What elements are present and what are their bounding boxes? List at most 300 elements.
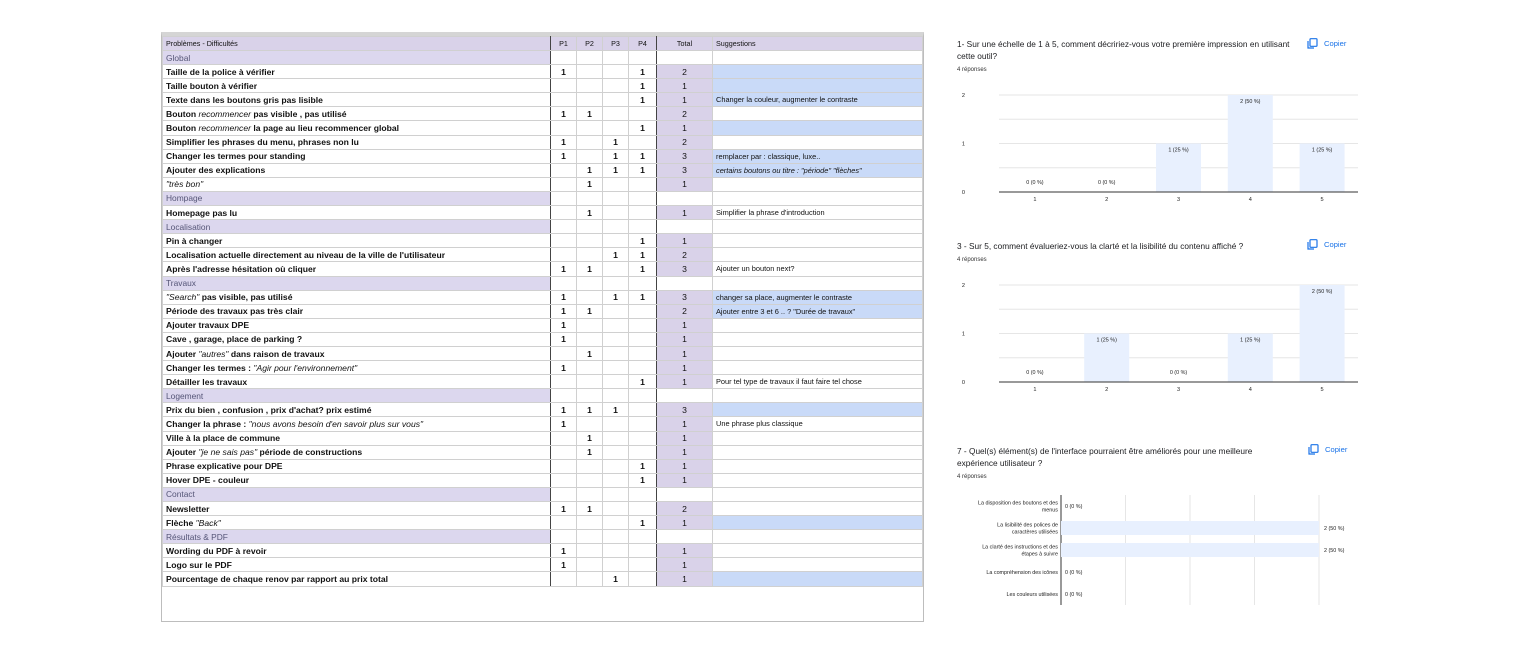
participant-p4-cell: 1 xyxy=(629,248,657,262)
participant-p4-cell: 1 xyxy=(629,93,657,107)
suggestion-cell: Pour tel type de travaux il faut faire tel chose xyxy=(713,375,923,389)
participant-p3-cell xyxy=(603,544,629,558)
question-1-responses: 4 réponses xyxy=(957,67,987,73)
total-cell: 1 xyxy=(657,121,713,135)
participant-p3-cell xyxy=(603,558,629,572)
problem-text: Ajouter xyxy=(166,348,199,359)
problem-text-rest: pas visible , pas utilisé xyxy=(251,108,347,119)
participant-p2-cell xyxy=(577,572,603,586)
empty-cell xyxy=(629,191,657,205)
problem-text: Taille bouton à vérifier xyxy=(166,80,258,91)
problem-cell xyxy=(163,177,551,191)
problem-cell xyxy=(163,206,551,220)
problem-cell xyxy=(163,403,551,417)
header-suggestions: Suggestions xyxy=(713,37,923,51)
copy-label: Copier xyxy=(1325,445,1348,454)
participant-p3-cell xyxy=(603,417,629,431)
participant-p4-cell xyxy=(629,107,657,121)
empty-cell xyxy=(657,51,713,65)
participant-p2-cell xyxy=(577,361,603,375)
participant-p2-cell xyxy=(577,417,603,431)
table-row xyxy=(163,445,923,459)
problem-italic: "nous avons besoin d'en savoir plus sur vous" xyxy=(248,418,424,429)
question-1-title: 1- Sur une échelle de 1 à 5, comment décririez-vous votre première impression en utilisant cette outil? xyxy=(957,39,1290,61)
participant-p2-cell xyxy=(577,65,603,79)
suggestion-cell xyxy=(713,544,923,558)
empty-cell xyxy=(603,487,629,501)
problem-cell xyxy=(163,79,551,93)
total-cell: 3 xyxy=(657,403,713,417)
table-row xyxy=(163,403,923,417)
section-row xyxy=(163,530,923,544)
participant-p4-cell xyxy=(629,572,657,586)
section-row xyxy=(163,220,923,234)
participant-p1-cell xyxy=(551,516,577,530)
participant-p3-cell xyxy=(603,107,629,121)
empty-cell xyxy=(713,191,923,205)
table-row xyxy=(163,248,923,262)
participant-p4-cell: 1 xyxy=(629,375,657,389)
table-row xyxy=(163,558,923,572)
empty-cell xyxy=(603,51,629,65)
participant-p2-cell: 1 xyxy=(577,107,603,121)
participant-p1-cell xyxy=(551,234,577,248)
participant-p3-cell xyxy=(603,262,629,276)
suggestion-cell xyxy=(713,516,923,530)
data-label: 2 (50 %) xyxy=(1324,548,1345,554)
empty-cell xyxy=(577,220,603,234)
participant-p4-cell xyxy=(629,558,657,572)
category-label: La disposition des boutons et des xyxy=(977,500,1058,507)
total-cell: 2 xyxy=(657,65,713,79)
suggestion-cell xyxy=(713,65,923,79)
problem-text-rest: la page au lieu recommencer global xyxy=(251,123,400,134)
suggestion-cell xyxy=(713,361,923,375)
x-tick-label: 1 xyxy=(1033,387,1037,393)
problem-cell xyxy=(163,431,551,445)
problems-table xyxy=(162,36,923,587)
participant-p1-cell: 1 xyxy=(551,318,577,332)
total-cell: 1 xyxy=(657,544,713,558)
total-cell: 1 xyxy=(657,318,713,332)
header-total: Total xyxy=(657,37,713,51)
table-row xyxy=(163,304,923,318)
bar xyxy=(1228,95,1273,192)
participant-p2-cell: 1 xyxy=(577,431,603,445)
participant-p3-cell xyxy=(603,445,629,459)
problem-text: Simplifier les phrases du menu, phrases non lu xyxy=(166,137,359,148)
participant-p3-cell: 1 xyxy=(603,248,629,262)
table-row xyxy=(163,79,923,93)
data-label: 1 (25 %) xyxy=(1240,337,1261,344)
table-row xyxy=(163,177,923,191)
participant-p4-cell: 1 xyxy=(629,459,657,473)
suggestion-cell: Ajouter entre 3 et 6 .. ? "Durée de travaux" xyxy=(713,304,923,318)
participant-p1-cell: 1 xyxy=(551,290,577,304)
empty-cell xyxy=(603,530,629,544)
empty-cell xyxy=(603,220,629,234)
participant-p1-cell xyxy=(551,93,577,107)
participant-p4-cell: 1 xyxy=(629,234,657,248)
participant-p3-cell xyxy=(603,177,629,191)
participant-p3-cell xyxy=(603,234,629,248)
participant-p1-cell xyxy=(551,445,577,459)
table-row xyxy=(163,473,923,487)
participant-p1-cell xyxy=(551,248,577,262)
problem-cell xyxy=(163,346,551,360)
section-label: Résultats & PDF xyxy=(163,530,551,544)
table-row xyxy=(163,544,923,558)
category-label: Les couleurs utilisées xyxy=(1006,592,1058,598)
problem-text: Localisation actuelle directement au niveau de la ville de l'utilisateur xyxy=(166,249,446,260)
empty-cell xyxy=(713,530,923,544)
header-p1: P1 xyxy=(551,37,577,51)
table-row xyxy=(163,234,923,248)
participant-p3-cell xyxy=(603,431,629,445)
problem-cell xyxy=(163,149,551,163)
problem-text: Texte dans les boutons gris pas lisible xyxy=(166,94,323,105)
problem-cell xyxy=(163,135,551,149)
suggestion-cell: Ajouter un bouton next? xyxy=(713,262,923,276)
participant-p1-cell xyxy=(551,431,577,445)
suggestion-cell xyxy=(713,163,923,177)
participant-p2-cell xyxy=(577,248,603,262)
participant-p3-cell xyxy=(603,332,629,346)
copy-button-3[interactable] xyxy=(1307,239,1346,250)
data-label: 0 (0 %) xyxy=(1065,570,1083,576)
participant-p4-cell xyxy=(629,332,657,346)
participant-p1-cell: 1 xyxy=(551,361,577,375)
participant-p3-cell xyxy=(603,79,629,93)
participant-p4-cell: 1 xyxy=(629,262,657,276)
empty-cell xyxy=(629,51,657,65)
section-row xyxy=(163,51,923,65)
bar xyxy=(1061,521,1319,535)
participant-p3-cell xyxy=(603,459,629,473)
section-label: Global xyxy=(163,51,551,65)
participant-p3-cell xyxy=(603,516,629,530)
problem-italic: "Back" xyxy=(195,517,221,528)
participant-p1-cell: 1 xyxy=(551,417,577,431)
suggestion-cell xyxy=(713,473,923,487)
participant-p4-cell xyxy=(629,135,657,149)
problem-cell xyxy=(163,445,551,459)
participant-p3-cell xyxy=(603,502,629,516)
total-cell: 2 xyxy=(657,135,713,149)
participant-p2-cell: 1 xyxy=(577,403,603,417)
participant-p2-cell xyxy=(577,121,603,135)
empty-cell xyxy=(577,51,603,65)
data-label: 2 (50 %) xyxy=(1240,99,1261,105)
problem-text: Taille de la police à vérifier xyxy=(166,66,275,77)
category-label: La compréhension des icônes xyxy=(986,570,1058,576)
total-cell: 3 xyxy=(657,163,713,177)
participant-p4-cell xyxy=(629,403,657,417)
data-label: 2 (50 %) xyxy=(1311,289,1333,295)
participant-p4-cell xyxy=(629,445,657,459)
problem-text: Changer la phrase : xyxy=(166,418,249,429)
data-label: 1 (25 %) xyxy=(1168,147,1189,154)
category-label: La lisibilité des polices de xyxy=(997,522,1058,529)
header-p3: P3 xyxy=(603,37,629,51)
empty-cell xyxy=(713,487,923,501)
table-row xyxy=(163,459,923,473)
empty-cell xyxy=(629,530,657,544)
empty-cell xyxy=(551,220,577,234)
copy-button-1[interactable] xyxy=(1307,38,1346,49)
table-row xyxy=(163,502,923,516)
suggestion-cell: Une phrase plus classique xyxy=(713,417,923,431)
participant-p4-cell: 1 xyxy=(629,149,657,163)
participant-p1-cell xyxy=(551,121,577,135)
participant-p1-cell xyxy=(551,375,577,389)
suggestion-cell xyxy=(713,572,923,586)
empty-cell xyxy=(603,191,629,205)
participant-p1-cell: 1 xyxy=(551,135,577,149)
x-tick-label: 1 xyxy=(1033,197,1037,203)
data-label: 0 (0 %) xyxy=(1169,370,1188,376)
total-cell: 2 xyxy=(657,502,713,516)
table-row xyxy=(163,65,923,79)
problem-cell xyxy=(163,516,551,530)
problem-cell xyxy=(163,375,551,389)
empty-cell xyxy=(657,191,713,205)
participant-p1-cell: 1 xyxy=(551,304,577,318)
problem-text: Ajouter xyxy=(166,447,199,458)
section-label: Travaux xyxy=(163,276,551,290)
participant-p1-cell xyxy=(551,163,577,177)
participant-p1-cell: 1 xyxy=(551,502,577,516)
participant-p1-cell xyxy=(551,177,577,191)
participant-p3-cell xyxy=(603,121,629,135)
participant-p1-cell: 1 xyxy=(551,149,577,163)
suggestion-cell xyxy=(713,107,923,121)
total-cell: 1 xyxy=(657,361,713,375)
empty-cell xyxy=(577,487,603,501)
suggestion-cell xyxy=(713,177,923,191)
section-row xyxy=(163,487,923,501)
participant-p2-cell: 1 xyxy=(577,445,603,459)
participant-p4-cell: 1 xyxy=(629,121,657,135)
problem-text: Logo sur le PDF xyxy=(166,559,232,570)
total-cell: 1 xyxy=(657,79,713,93)
participant-p2-cell xyxy=(577,79,603,93)
participant-p4-cell: 1 xyxy=(629,79,657,93)
table-row xyxy=(163,206,923,220)
copy-icon xyxy=(1308,444,1319,455)
participant-p3-cell xyxy=(603,375,629,389)
problem-text: Newsletter xyxy=(166,503,210,514)
feedback-spreadsheet xyxy=(161,32,924,622)
participant-p2-cell xyxy=(577,149,603,163)
problem-text: Cave , garage, place de parking ? xyxy=(166,334,303,345)
empty-cell xyxy=(629,276,657,290)
problem-cell xyxy=(163,107,551,121)
problem-cell xyxy=(163,248,551,262)
y-tick-label: 1 xyxy=(961,331,965,338)
participant-p4-cell: 1 xyxy=(629,65,657,79)
participant-p4-cell xyxy=(629,502,657,516)
participant-p2-cell xyxy=(577,234,603,248)
question-7-responses: 4 réponses xyxy=(957,474,987,480)
table-row xyxy=(163,346,923,360)
total-cell: 1 xyxy=(657,93,713,107)
empty-cell xyxy=(603,389,629,403)
participant-p2-cell xyxy=(577,318,603,332)
participant-p1-cell: 1 xyxy=(551,332,577,346)
participant-p4-cell: 1 xyxy=(629,473,657,487)
problem-italic: "autres" xyxy=(198,348,229,359)
participant-p4-cell xyxy=(629,177,657,191)
table-row xyxy=(163,135,923,149)
problem-cell xyxy=(163,502,551,516)
problem-text: Hover DPE - couleur xyxy=(166,475,250,486)
total-cell: 1 xyxy=(657,558,713,572)
total-cell: 3 xyxy=(657,262,713,276)
x-tick-label: 4 xyxy=(1248,387,1252,393)
problem-text: Homepage pas lu xyxy=(166,207,238,218)
problem-cell xyxy=(163,473,551,487)
participant-p3-cell xyxy=(603,346,629,360)
problem-italic: "très bon" xyxy=(166,179,204,190)
empty-cell xyxy=(603,276,629,290)
problem-cell xyxy=(163,572,551,586)
bar xyxy=(1061,543,1319,557)
suggestion-cell xyxy=(713,431,923,445)
section-label: Hompage xyxy=(163,191,551,205)
participant-p3-cell xyxy=(603,93,629,107)
empty-cell xyxy=(551,487,577,501)
problem-cell xyxy=(163,544,551,558)
problem-text-rest: dans raison de travaux xyxy=(228,348,325,359)
participant-p4-cell: 1 xyxy=(629,163,657,177)
suggestion-cell xyxy=(713,234,923,248)
participant-p4-cell: 1 xyxy=(629,516,657,530)
empty-cell xyxy=(657,220,713,234)
participant-p2-cell: 1 xyxy=(577,177,603,191)
problem-italic: recommencer xyxy=(198,108,252,119)
problem-cell xyxy=(163,262,551,276)
empty-cell xyxy=(657,530,713,544)
problem-italic: "Search" xyxy=(166,292,200,303)
participant-p4-cell xyxy=(629,318,657,332)
suggestion-cell xyxy=(713,332,923,346)
empty-cell xyxy=(713,389,923,403)
suggestion-cell: Changer la couleur, augmenter le contraste xyxy=(713,93,923,107)
participant-p2-cell xyxy=(577,473,603,487)
participant-p2-cell xyxy=(577,544,603,558)
data-label: 0 (0 %) xyxy=(1026,370,1044,376)
problem-text: Ajouter travaux DPE xyxy=(166,320,250,331)
participant-p3-cell: 1 xyxy=(603,403,629,417)
participant-p1-cell: 1 xyxy=(551,558,577,572)
participant-p1-cell xyxy=(551,572,577,586)
problem-text: Wording du PDF à revoir xyxy=(166,545,267,556)
participant-p1-cell xyxy=(551,79,577,93)
participant-p3-cell: 1 xyxy=(603,163,629,177)
x-tick-label: 3 xyxy=(1176,387,1181,393)
problem-cell xyxy=(163,65,551,79)
suggestion-cell xyxy=(713,121,923,135)
table-row xyxy=(163,417,923,431)
participant-p2-cell xyxy=(577,135,603,149)
problem-text-rest: période de constructions xyxy=(257,447,363,458)
chart-question-1 xyxy=(955,85,1365,205)
x-tick-label: 5 xyxy=(1320,197,1324,203)
total-cell: 1 xyxy=(657,332,713,346)
total-cell: 2 xyxy=(657,107,713,121)
problem-text: Flèche xyxy=(166,517,196,528)
empty-cell xyxy=(713,276,923,290)
suggestion-cell xyxy=(713,135,923,149)
participant-p2-cell: 1 xyxy=(577,163,603,177)
total-cell: 1 xyxy=(657,375,713,389)
total-cell: 1 xyxy=(657,572,713,586)
empty-cell xyxy=(629,220,657,234)
empty-cell xyxy=(551,191,577,205)
total-cell: 1 xyxy=(657,459,713,473)
participant-p3-cell xyxy=(603,361,629,375)
empty-cell xyxy=(551,389,577,403)
data-label: 0 (0 %) xyxy=(1065,592,1083,598)
x-tick-label: 2 xyxy=(1105,387,1109,393)
table-row xyxy=(163,516,923,530)
problem-cell xyxy=(163,332,551,346)
problem-text: Prix du bien , confusion , prix d'achat? prix estimé xyxy=(166,404,372,415)
total-cell: 1 xyxy=(657,516,713,530)
table-row xyxy=(163,290,923,304)
section-row xyxy=(163,389,923,403)
participant-p4-cell xyxy=(629,544,657,558)
participant-p3-cell: 1 xyxy=(603,572,629,586)
data-label: 0 (0 %) xyxy=(1065,504,1083,510)
problem-cell xyxy=(163,290,551,304)
participant-p2-cell xyxy=(577,332,603,346)
suggestion-cell xyxy=(713,459,923,473)
empty-cell xyxy=(657,276,713,290)
chart-question-7 xyxy=(955,490,1365,610)
empty-cell xyxy=(551,530,577,544)
header-problem: Problèmes - Difficultés xyxy=(163,37,551,51)
section-label: Localisation xyxy=(163,220,551,234)
participant-p1-cell xyxy=(551,459,577,473)
table-row xyxy=(163,361,923,375)
problem-text: Ajouter des explications xyxy=(166,165,266,176)
section-label: Logement xyxy=(163,389,551,403)
participant-p2-cell: 1 xyxy=(577,502,603,516)
participant-p3-cell xyxy=(603,473,629,487)
copy-button-7[interactable] xyxy=(1308,444,1347,455)
total-cell: 1 xyxy=(657,177,713,191)
x-tick-label: 3 xyxy=(1176,197,1181,203)
section-row xyxy=(163,276,923,290)
total-cell: 3 xyxy=(657,149,713,163)
y-tick-label: 1 xyxy=(961,141,965,148)
y-tick-label: 0 xyxy=(961,380,965,386)
data-label: 0 (0 %) xyxy=(1098,180,1116,186)
empty-cell xyxy=(629,389,657,403)
suggestion-cell xyxy=(713,558,923,572)
problem-cell xyxy=(163,234,551,248)
suggestion-cell xyxy=(713,318,923,332)
suggestion-cell xyxy=(713,502,923,516)
participant-p1-cell: 1 xyxy=(551,107,577,121)
table-row xyxy=(163,332,923,346)
problem-text: Après l'adresse hésitation où cliquer xyxy=(166,263,317,274)
problem-cell xyxy=(163,163,551,177)
participant-p3-cell xyxy=(603,206,629,220)
total-cell: 1 xyxy=(657,234,713,248)
